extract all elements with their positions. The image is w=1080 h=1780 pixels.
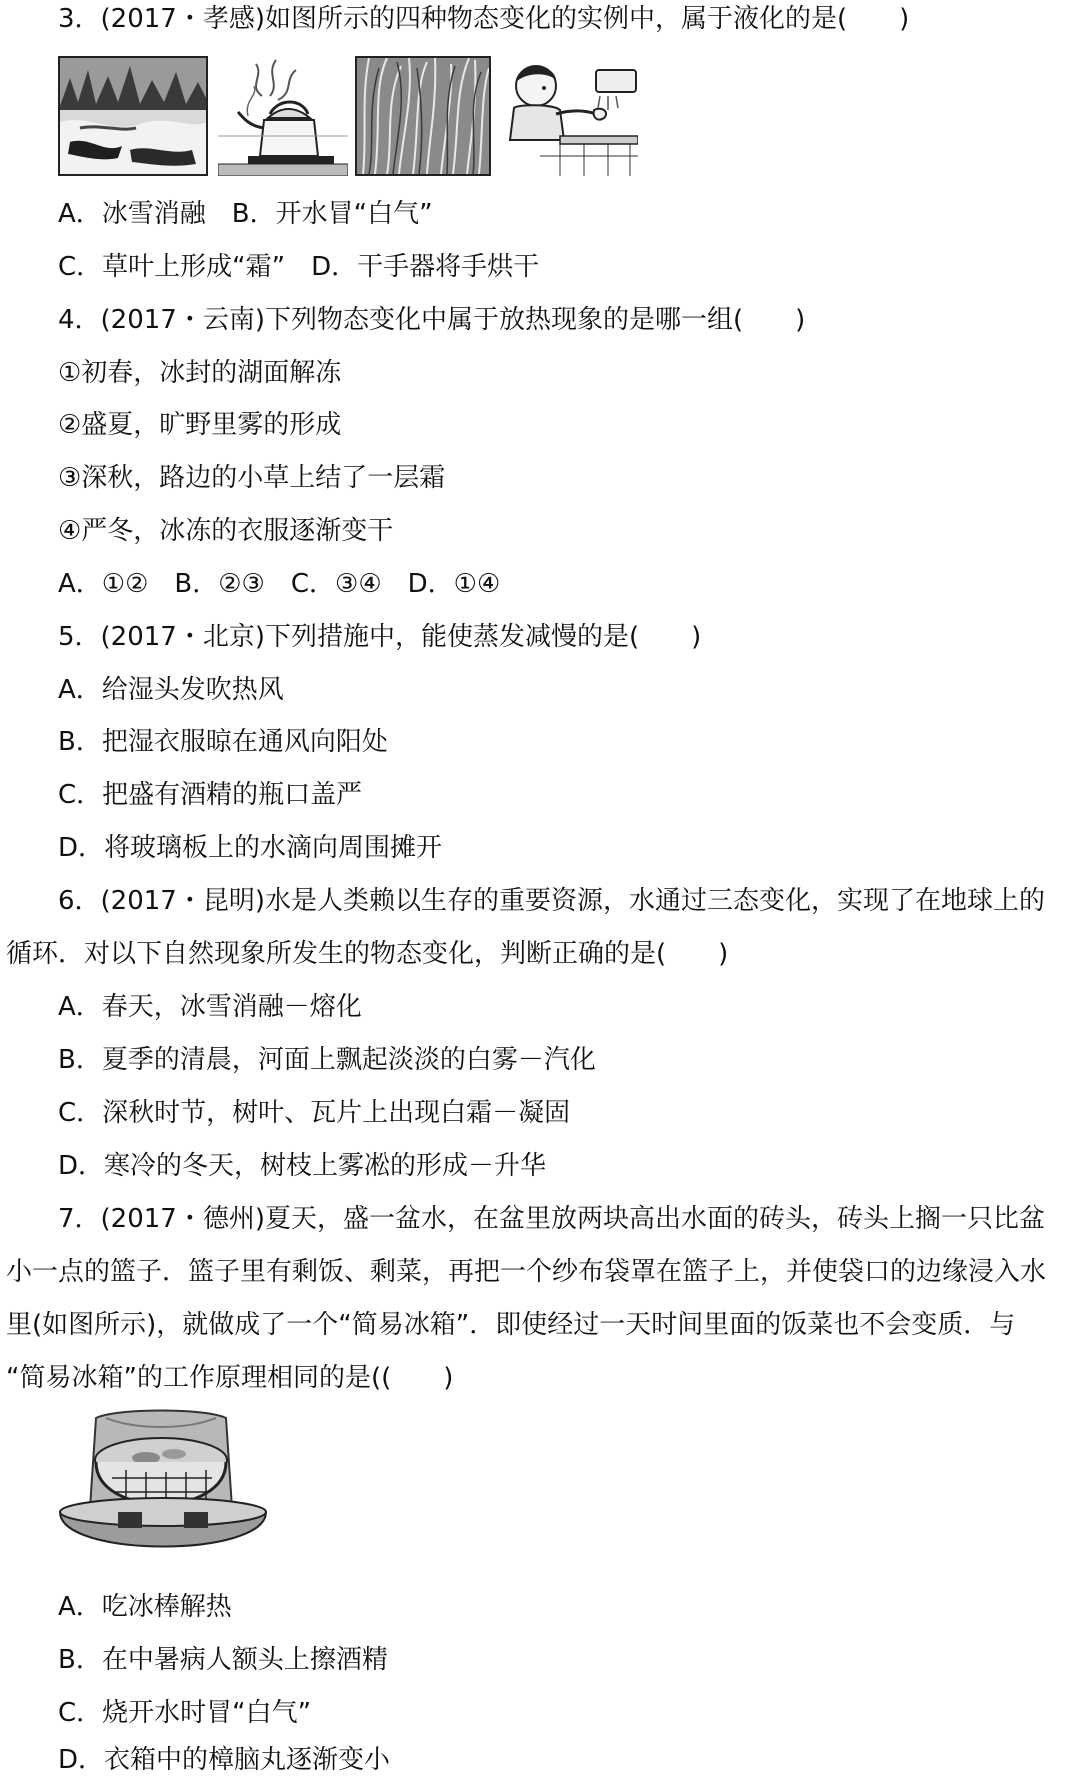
boiling-kettle-image: [218, 56, 348, 176]
q5-option-c: C．把盛有酒精的瓶口盖严: [58, 780, 363, 810]
q3-options-line2: C．草叶上形成“霜” D．干手器将手烘干: [58, 252, 540, 282]
q3-options-line1: A．冰雪消融 B．开水冒“白气”: [58, 199, 433, 229]
q5-option-a: A．给湿头发吹热风: [58, 675, 284, 705]
q6-option-d: D．寒冷的冬天，树枝上雾凇的形成－升华: [58, 1151, 547, 1181]
q7-option-d: D．衣箱中的樟脑丸逐渐变小: [58, 1745, 391, 1775]
q6-option-b: B．夏季的清晨，河面上飘起淡淡的白雾－汽化: [58, 1045, 596, 1075]
simple-refrigerator-image: [56, 1408, 270, 1568]
q4-item-2: ②盛夏，旷野里雾的形成: [58, 410, 342, 440]
q4-stem: 4．(2017・云南)下列物态变化中属于放热现象的是哪一组( ): [58, 305, 806, 335]
q5-option-d: D．将玻璃板上的水滴向周围摊开: [58, 833, 443, 863]
snow-melting-image: [58, 56, 208, 176]
q4-item-3: ③深秋，路边的小草上结了一层霜: [58, 463, 446, 493]
q5-option-b: B．把湿衣服晾在通风向阳处: [58, 727, 388, 757]
q4-item-4: ④严冬，冰冻的衣服逐渐变干: [58, 516, 394, 546]
q6-option-c: C．深秋时节，树叶、瓦片上出现白霜－凝固: [58, 1098, 571, 1128]
q7-stem-line4: “简易冰箱”的工作原理相同的是(( ): [6, 1363, 454, 1393]
q7-stem-line1: 7．(2017・德州)夏天，盛一盆水，在盆里放两块高出水面的砖头，砖头上搁一只比盆: [58, 1204, 1045, 1234]
q6-stem-line2: 循环．对以下自然现象所发生的物态变化，判断正确的是( ): [6, 939, 729, 969]
q5-stem: 5．(2017・北京)下列措施中，能使蒸发减慢的是( ): [58, 622, 702, 652]
q4-options: A．①② B．②③ C．③④ D．①④: [58, 569, 501, 599]
frost-grass-image: [355, 56, 491, 176]
hand-dryer-image: [500, 56, 638, 176]
q7-option-a: A．吃冰棒解热: [58, 1592, 232, 1622]
q6-option-a: A．春天，冰雪消融－熔化: [58, 992, 362, 1022]
q3-stem: 3．(2017・孝感)如图所示的四种物态变化的实例中，属于液化的是( ): [58, 4, 910, 34]
q7-option-c: C．烧开水时冒“白气”: [58, 1698, 312, 1728]
q7-stem-line2: 小一点的篮子．篮子里有剩饭、剩菜，再把一个纱布袋罩在篮子上，并使袋口的边缘浸入水: [6, 1257, 1047, 1287]
q4-item-1: ①初春，冰封的湖面解冻: [58, 358, 342, 388]
q7-stem-line3: 里(如图所示)，就做成了一个“简易冰箱”．即使经过一天时间里面的饭菜也不会变质．与: [6, 1310, 1016, 1340]
q6-stem-line1: 6．(2017・昆明)水是人类赖以生存的重要资源，水通过三态变化，实现了在地球上的: [58, 886, 1045, 916]
q7-option-b: B．在中暑病人额头上擦酒精: [58, 1645, 388, 1675]
